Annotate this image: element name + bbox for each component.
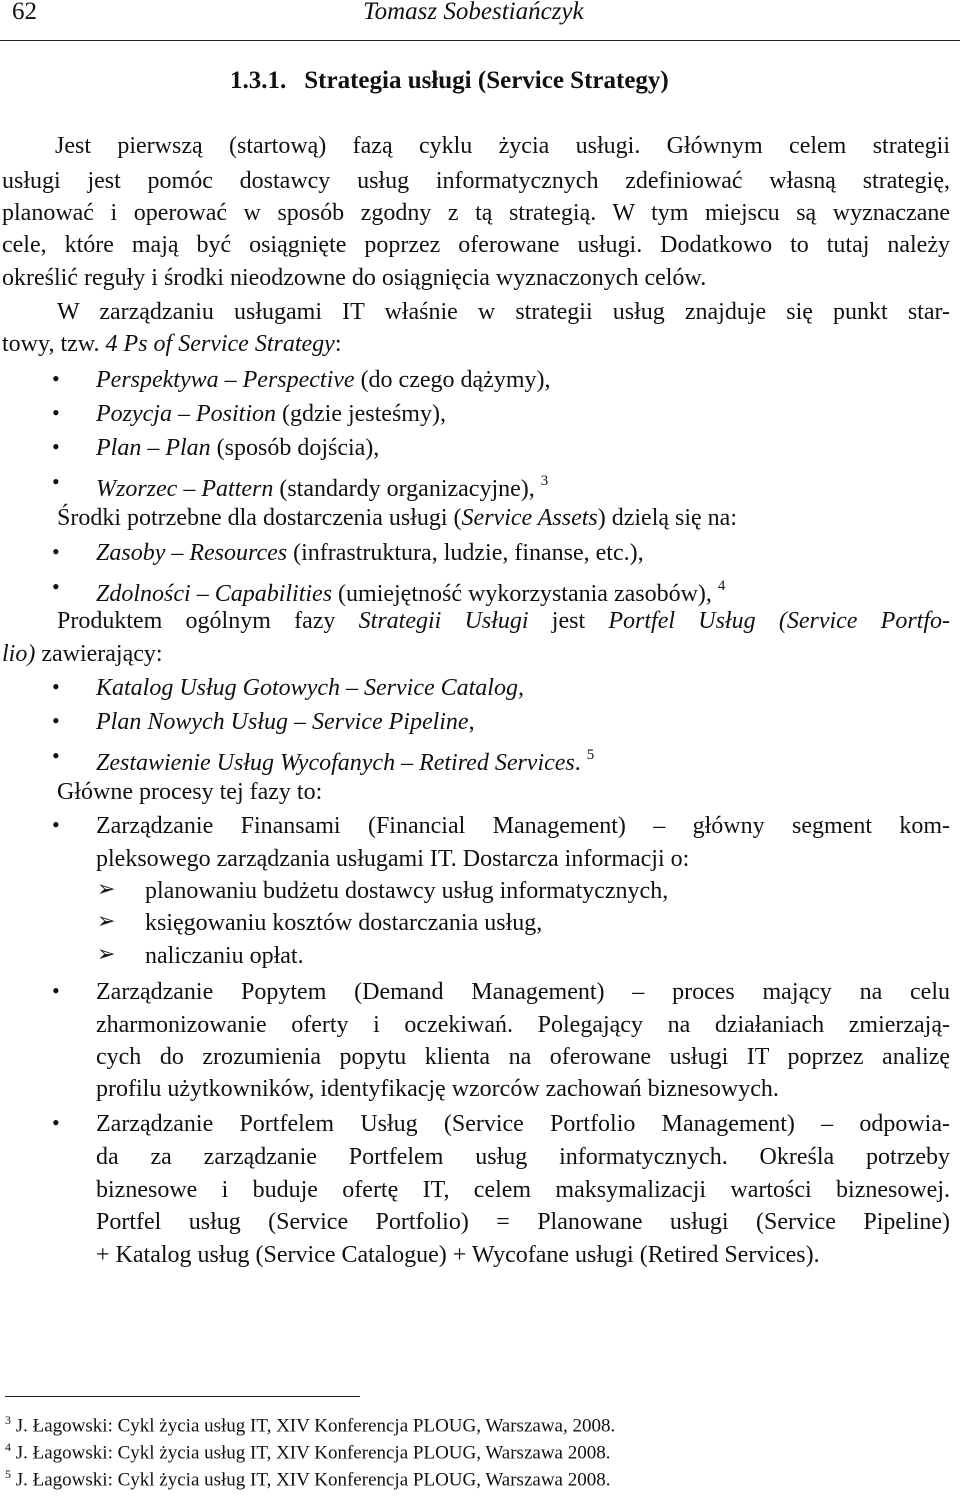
bullet-icon: •	[52, 978, 60, 1003]
list-item: Zarządzanie Portfelem Usług (Service Portfolio Management) – odpowia-	[96, 1111, 950, 1137]
list-item: Zasoby – Resources (infrastruktura, ludzie, finanse, etc.),	[96, 540, 644, 566]
page-number: 62	[12, 0, 37, 25]
list-item: Zarządzanie Popytem (Demand Management) – proces mający na celu	[96, 979, 950, 1005]
list-item: Zdolności – Capabilities (umiejętność wykorzystania zasobów), $^4$	[96, 578, 726, 607]
bullet-icon: •	[52, 539, 60, 564]
footnote: $^4$ J. Łagowski: Cykl życia usług IT, XIV Konferencja PLOUG, Warszawa 2008.	[5, 1440, 611, 1464]
footnote-ref: 5	[586, 747, 595, 763]
paragraph-line: określić reguły i środki nieodzowne do osiągnięcia wyznaczonych celów.	[2, 265, 707, 291]
paragraph-line: usługi jest pomóc dostawcy usług informatycznych zdefiniować własną strategię,	[2, 168, 950, 194]
paragraph-line: W zarządzaniu usługami IT właśnie w strategii usług znajduje się punkt star-	[57, 299, 950, 325]
arrow-bullet-icon: ➢	[97, 908, 116, 933]
paragraph-line: Główne procesy tej fazy to:	[57, 779, 323, 805]
arrow-bullet-icon: ➢	[97, 941, 116, 966]
bullet-icon: •	[52, 812, 60, 837]
list-item-line: pleksowego zarządzania usługami IT. Dostarcza informacji o:	[96, 846, 690, 872]
sub-list-item: planowaniu budżetu dostawcy usług informatycznych,	[145, 878, 669, 904]
footnote: $^3$ J. Łagowski: Cykl życia usług IT, XIV Konferencja PLOUG, Warszawa, 2008.	[5, 1413, 616, 1437]
list-item: Plan Nowych Usług – Service Pipeline,	[96, 709, 475, 735]
section-title: Strategia usługi (Service Strategy)	[304, 67, 669, 94]
bullet-icon: •	[52, 469, 60, 494]
bullet-icon: •	[52, 574, 60, 599]
list-item-line: da za zarządzanie Portfelem usług informatycznych. Określa potrzeby	[96, 1144, 950, 1170]
list-item: Katalog Usług Gotowych – Service Catalog,	[96, 675, 524, 701]
list-item: Wzorzec – Pattern (standardy organizacyjne), $^3$	[96, 473, 549, 502]
paragraph-line: Jest pierwszą (startową) fazą cyklu życia usługi. Głównym celem strategii	[55, 133, 950, 159]
footnote-rule	[5, 1396, 360, 1397]
bullet-icon: •	[52, 674, 60, 699]
list-item-line: cych do zrozumienia popytu klienta na oferowane usługi IT poprzez analizę	[96, 1044, 950, 1070]
bullet-icon: •	[52, 400, 60, 425]
section-number: 1.3.1.	[230, 67, 287, 94]
paragraph-line: Produktem ogólnym fazy Strategii Usługi jest Portfel Usług (Service Portfo-	[57, 608, 951, 634]
list-item: Zarządzanie Finansami (Financial Management) – główny segment kom-	[96, 813, 951, 839]
bullet-icon: •	[52, 434, 60, 459]
paragraph-line: lio) zawierający:	[2, 641, 163, 667]
footnote: $^5$ J. Łagowski: Cykl życia usług IT, XIV Konferencja PLOUG, Warszawa 2008.	[5, 1467, 611, 1491]
paragraph-line: planować i operować w sposób zgodny z tą strategią. W tym miejscu są wyznaczane	[2, 200, 950, 226]
paragraph-line: towy, tzw. 4 Ps of Service Strategy:	[2, 331, 342, 357]
bullet-icon: •	[52, 366, 60, 391]
paragraph-line: Środki potrzebne dla dostarczenia usługi (Service Assets) dzielą się na:	[57, 505, 737, 531]
bullet-icon: •	[52, 743, 60, 768]
arrow-bullet-icon: ➢	[97, 876, 116, 901]
list-item: Zestawienie Usług Wycofanych – Retired Services. $^5$	[96, 747, 595, 776]
list-item-line: + Katalog usług (Service Catalogue) + Wycofane usługi (Retired Services).	[96, 1242, 820, 1268]
list-item-line: zharmonizowanie oferty i oczekiwań. Polegający na działaniach zmierzają-	[96, 1012, 950, 1038]
footnote-ref: 3	[540, 473, 549, 489]
paragraph-line: cele, które mają być osiągnięte poprzez oferowane usługi. Dodatkowo to tutaj należy	[2, 232, 950, 258]
bullet-icon: •	[52, 1110, 60, 1135]
list-item: Pozycja – Position (gdzie jesteśmy),	[96, 401, 446, 427]
list-item: Perspektywa – Perspective (do czego dążymy),	[96, 367, 551, 393]
list-item-line: Portfel usług (Service Portfolio) = Planowane usługi (Service Pipeline)	[96, 1209, 950, 1235]
sub-list-item: naliczaniu opłat.	[145, 943, 304, 969]
bullet-icon: •	[52, 708, 60, 733]
footnote-ref: 4	[717, 578, 726, 594]
sub-list-item: księgowaniu kosztów dostarczania usług,	[145, 910, 543, 936]
list-item-line: biznesowe i buduje ofertę IT, celem maksymalizacji wartości biznesowej.	[96, 1177, 950, 1203]
list-item: Plan – Plan (sposób dojścia),	[96, 435, 380, 461]
running-head-author: Tomasz Sobestiańczyk	[363, 0, 584, 25]
section-heading	[230, 67, 669, 95]
running-header	[0, 0, 960, 41]
list-item-line: profilu użytkowników, identyfikację wzorców zachowań biznesowych.	[96, 1076, 779, 1102]
